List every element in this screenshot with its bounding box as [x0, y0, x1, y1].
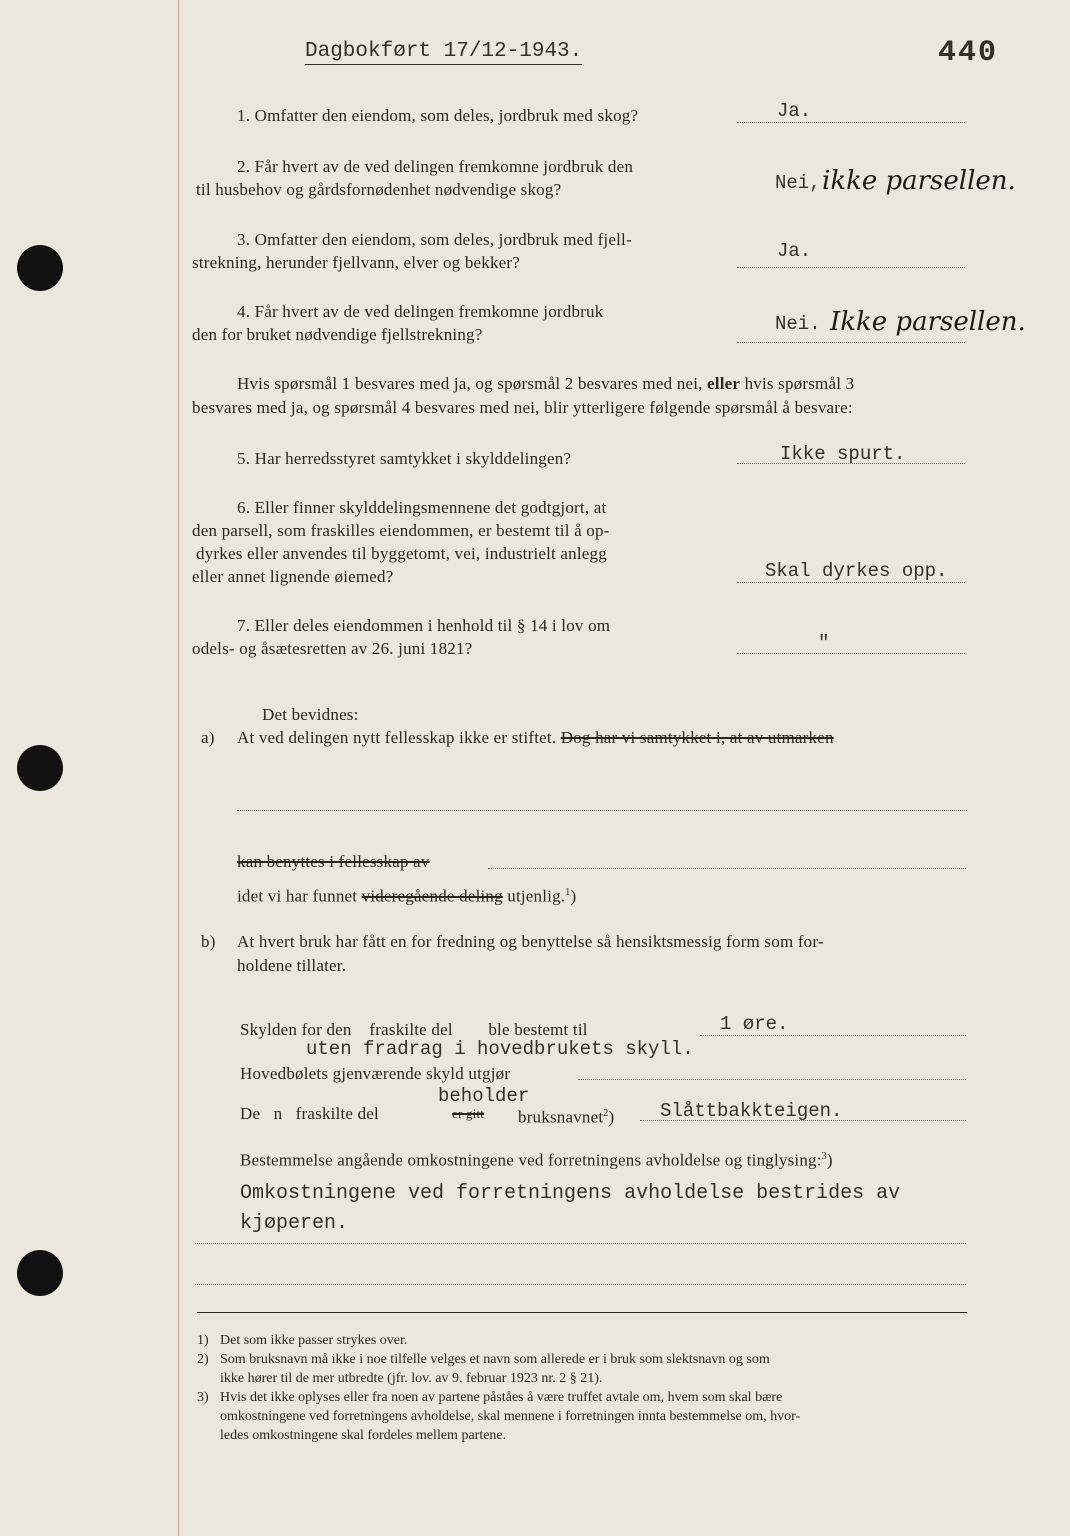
answer-4-handwritten: Ikke parsellen. — [830, 307, 1026, 337]
idet-text-a: idet vi har funnet — [237, 886, 358, 906]
footnote-2-mark: 2) — [197, 1352, 209, 1367]
intro-text-a: Hvis spørsmål 1 besvares med ja, og spørsmål 2 besvares med nei, — [237, 374, 703, 393]
bruksnavn-label: bruksnavnet — [518, 1107, 604, 1127]
answer-5: Ikke spurt. — [780, 443, 906, 465]
skylden-n: n — [342, 1020, 352, 1039]
de-line — [240, 1102, 379, 1126]
question-2-line2: til husbehov og gårdsfornødenhet nødvendige skog? — [196, 180, 562, 199]
bevidnes-a-text — [237, 726, 834, 750]
bruksnavn-value: Slåttbakkteigen. — [660, 1100, 843, 1122]
footnote-2-line1: Som bruksnavn må ikke i noe tilfelle velges et navn som allerede er i bruk som slektsnavn og som — [220, 1352, 770, 1367]
answer-line — [737, 267, 965, 268]
answer-line — [737, 653, 965, 654]
question-6-line3: dyrkes eller anvendes til byggetomt, vei, industrielt anlegg — [196, 544, 607, 563]
punch-hole — [17, 1250, 63, 1296]
skylden-value: 1 øre. — [720, 1013, 789, 1035]
blank-line — [195, 1284, 966, 1285]
blank-line — [237, 810, 967, 811]
question-6-line1: 6. Eller finner skylddelingsmennene det godtgjort, at — [237, 498, 607, 517]
skylden-text-a: Skylden for de — [240, 1020, 343, 1039]
answer-3: Ja. — [777, 240, 812, 262]
de-n: n — [273, 1104, 283, 1123]
answer-line — [700, 1035, 966, 1036]
punch-hole — [17, 245, 63, 291]
answer-line — [737, 463, 965, 464]
kan-benyttes-struck: kan benyttes i fellesskap av — [237, 852, 430, 871]
page-number: 440 — [938, 36, 999, 70]
bestemmelse-text: Bestemmelse angående omkostningene ved forretningens avholdelse og tinglysing: — [240, 1150, 822, 1170]
question-4-line2: den for bruket nødvendige fjellstrekning? — [192, 325, 483, 344]
idet-line: idet vi har funnet videregående deling utjenlig.$^1$) — [237, 886, 577, 906]
footnote-1-mark: 1) — [197, 1333, 209, 1348]
omkostninger-line1: Omkostningene ved forretningens avholdelse bestrides av — [240, 1182, 901, 1205]
blank-line — [488, 868, 966, 869]
question-4-line1: 4. Får hvert av de ved delingen fremkomne jordbruk — [237, 302, 604, 321]
answer-7: " — [818, 632, 830, 654]
bruksnavn-line: bruksnavnet$^2$) — [518, 1107, 615, 1127]
bevidnes-a-label: a) — [201, 728, 215, 747]
uten-fradrag: uten fradrag i hovedbrukets skyll. — [306, 1038, 694, 1060]
skylden-text-c: ble — [488, 1020, 510, 1039]
answer-line — [737, 122, 965, 123]
hovedbolet-line: Hovedbølets gjenværende skyld utgjør — [240, 1064, 511, 1083]
intro-line2: besvares med ja, og spørsmål 4 besvares med nei, blir ytterligere følgende spørsmål å besvare: — [192, 398, 853, 417]
er-gitt-struck: er gitt — [452, 1106, 485, 1121]
beholder-inserted: beholder — [438, 1085, 530, 1107]
footnote-ref: 2 — [603, 1108, 609, 1119]
bevidnes-a-struck: Dog har vi samtykket i, at av utmarken — [560, 728, 834, 747]
question-7-line1: 7. Eller deles eiendommen i henhold til § 14 i lov om — [237, 616, 611, 635]
footnote-rule — [197, 1312, 967, 1313]
intro-eller: eller — [707, 374, 741, 393]
answer-1: Ja. — [777, 100, 812, 122]
bevidnes-heading: Det bevidnes: — [262, 705, 359, 724]
footnote-3-line2: omkostningene ved forretningens avholdelse, skal mennene i forretningen innta bestemmelse om, hvor- — [220, 1409, 801, 1424]
answer-line — [737, 582, 965, 583]
de-text-b: fraskilte del — [295, 1104, 379, 1123]
question-7-line2: odels- og åsætesretten av 26. juni 1821? — [192, 639, 473, 658]
bevidnes-b-label: b) — [201, 932, 216, 951]
bevidnes-b-line2: holdene tillater. — [237, 956, 347, 975]
kan-benyttes-line — [237, 850, 430, 874]
footnote-3-mark: 3) — [197, 1390, 209, 1405]
punch-hole — [17, 745, 63, 791]
dagbok-stamp: Dagbokført 17/12-1943. — [305, 40, 583, 63]
question-3-line2: strekning, herunder fjellvann, elver og bekker? — [192, 253, 521, 272]
er-gitt-line — [452, 1102, 484, 1126]
answer-line — [640, 1120, 966, 1121]
answer-line — [578, 1079, 966, 1080]
bevidnes-b-line1: At hvert bruk har fått en for fredning og benyttelse så hensiktsmessig form som for- — [237, 932, 824, 951]
footnote-ref: 1 — [565, 887, 571, 898]
idet-text-b: utjenlig. — [507, 886, 566, 906]
answer-6: Skal dyrkes opp. — [765, 560, 948, 582]
footnote-1-line1: Det som ikke passer strykes over. — [220, 1333, 408, 1348]
footnote-ref: 3 — [821, 1151, 827, 1162]
answer-4-typed: Nei. — [775, 313, 821, 335]
de-text-a: De — [240, 1104, 261, 1123]
answer-2-handwritten: ikke parsellen. — [822, 166, 1016, 196]
intro-line1 — [237, 372, 854, 396]
intro-text-c: hvis spørsmål 3 — [744, 374, 855, 393]
bestemmelse-line: Bestemmelse angående omkostningene ved forretningens avholdelse og tinglysing:$^3$) — [240, 1150, 833, 1170]
skylden-text-d: bestemt til — [514, 1020, 588, 1039]
idet-struck: videregående deling — [361, 886, 503, 906]
skylden-text-b: fraskilte del — [369, 1020, 453, 1039]
omkostninger-line2: kjøperen. — [240, 1212, 349, 1235]
footnote-3-line1: Hvis det ikke oplyses eller fra noen av partene påståes å være truffet avtale om, hvem som skal bære — [220, 1390, 783, 1405]
question-6-line4: eller annet lignende øiemed? — [192, 567, 394, 586]
margin-line — [178, 0, 179, 1536]
question-2-line1: 2. Får hvert av de ved delingen fremkomne jordbruk den — [237, 157, 634, 176]
question-1: 1. Omfatter den eiendom, som deles, jordbruk med skog? — [237, 106, 639, 125]
blank-line — [195, 1243, 966, 1244]
question-5: 5. Har herredsstyret samtykket i skylddelingen? — [237, 449, 572, 468]
answer-line — [737, 342, 965, 343]
answer-2-typed: Nei, — [775, 172, 821, 194]
bevidnes-a-main: At ved delingen nytt fellesskap ikke er stiftet. — [237, 728, 557, 747]
footnote-3-line3: ledes omkostningene skal fordeles mellem partene. — [220, 1428, 507, 1443]
question-6-line2: den parsell, som fraskilles eiendommen, er bestemt til å op- — [192, 521, 610, 540]
question-3-line1: 3. Omfatter den eiendom, som deles, jordbruk med fjell- — [237, 230, 632, 249]
footnote-2-line2: ikke hører til de mer utbredte (jfr. lov. av 9. februar 1923 nr. 2 § 21). — [220, 1371, 603, 1386]
